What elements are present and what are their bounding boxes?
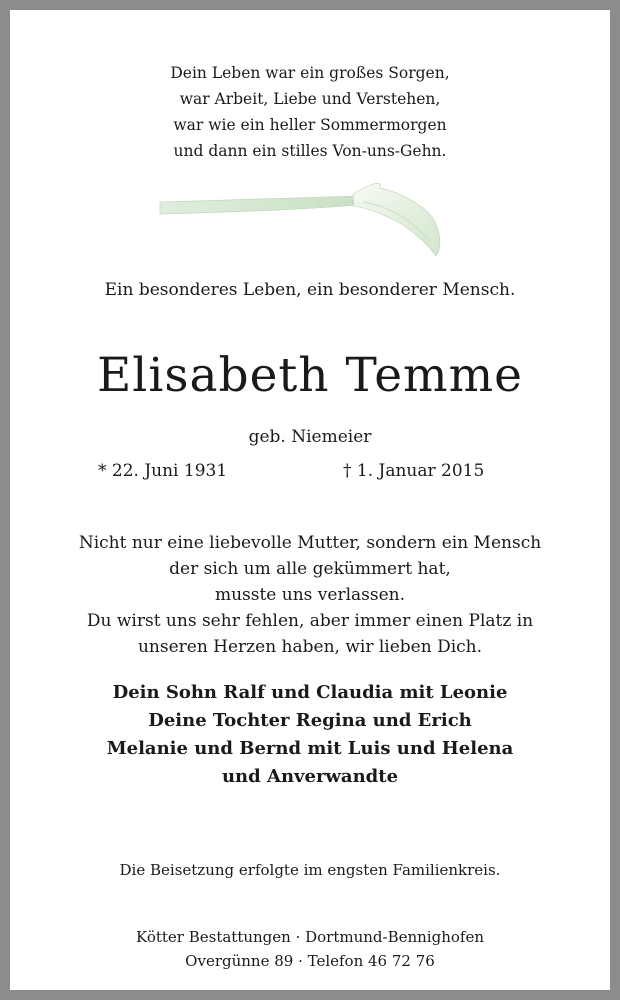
poem-line: war Arbeit, Liebe und Verstehen, — [179, 90, 441, 108]
mourners-list — [10, 679, 610, 791]
deceased-name: Elisabeth Temme — [97, 348, 523, 403]
poem-line: und dann ein stilles Von-uns-Gehn. — [173, 142, 447, 160]
birth-date: * 22. Juni 1931 — [98, 461, 228, 481]
tribute-line: Nicht nur eine liebevolle Mutter, sondern ein Mensch — [78, 533, 542, 553]
burial-note: Die Beisetzung erfolgte im engsten Familienkreis. — [119, 861, 501, 879]
poem-line: Dein Leben war ein großes Sorgen, — [170, 64, 450, 82]
tribute-line: der sich um alle gekümmert hat, — [169, 559, 451, 579]
tribute-text — [10, 530, 610, 660]
footer-line: Kötter Bestattungen · Dortmund-Bennighofen — [136, 928, 484, 946]
obituary-notice — [10, 10, 610, 990]
poem-line: war wie ein heller Sommermorgen — [173, 116, 447, 134]
poem — [10, 60, 610, 164]
tribute-line: unseren Herzen haben, wir lieben Dich. — [137, 637, 483, 657]
motto: Ein besonderes Leben, ein besonderer Mensch. — [104, 280, 516, 300]
tribute-line: musste uns verlassen. — [214, 585, 406, 605]
dates-row — [10, 461, 610, 487]
mourner-line: Melanie und Bernd mit Luis und Helena — [106, 738, 514, 759]
death-date: † 1. Januar 2015 — [343, 461, 485, 481]
birth-name: geb. Niemeier — [248, 427, 372, 447]
calla-lily-flower-icon — [158, 180, 448, 260]
mourner-line: Deine Tochter Regina und Erich — [148, 710, 472, 731]
mourner-line: und Anverwandte — [221, 766, 399, 787]
footer-line: Overgünne 89 · Telefon 46 72 76 — [185, 952, 435, 970]
mourner-line: Dein Sohn Ralf und Claudia mit Leonie — [112, 682, 508, 703]
tribute-line: Du wirst uns sehr fehlen, aber immer einen Platz in — [86, 611, 534, 631]
funeral-home-footer — [10, 925, 610, 973]
